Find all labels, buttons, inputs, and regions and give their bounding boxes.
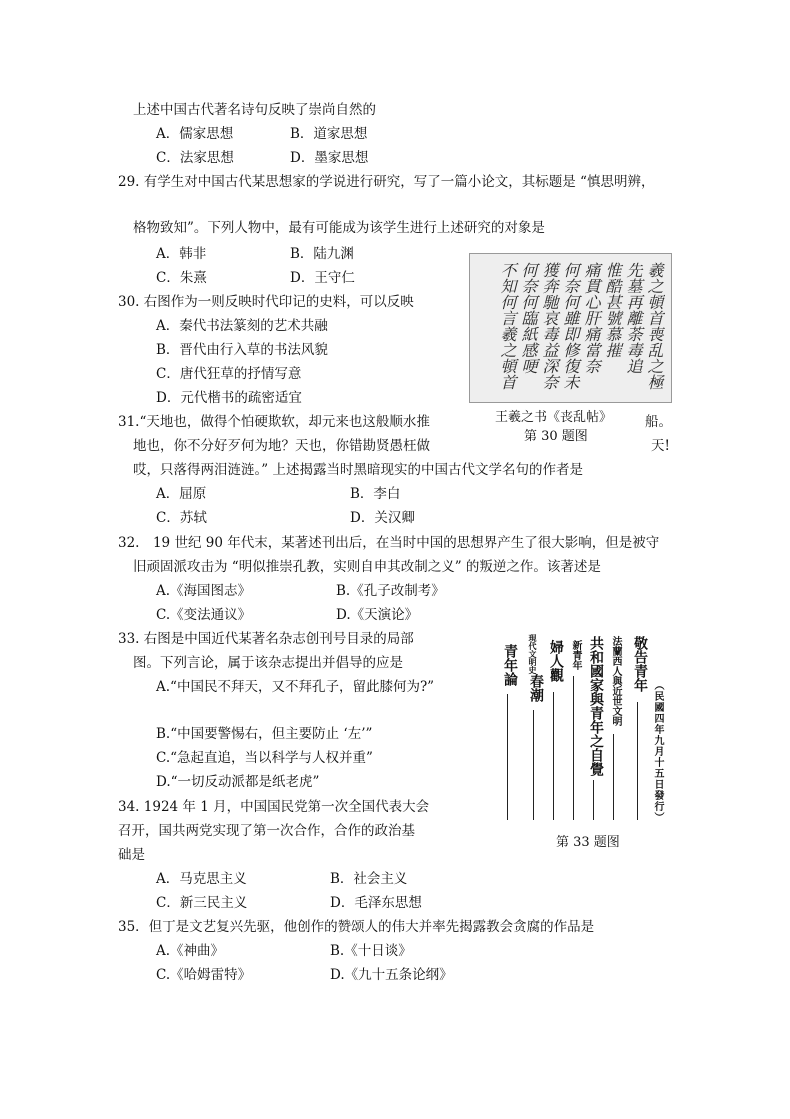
toc-leader [593, 780, 594, 820]
q32-option-d[interactable]: D.《天演论》 [336, 607, 419, 623]
toc-title-1: 敬告青年 [632, 636, 648, 692]
q31-option-d[interactable]: D．关汉卿 [350, 510, 415, 526]
q33-stem-line1: 33. 右图是中国近代某著名杂志创刊号目录的局部 [118, 631, 414, 647]
q34-option-a[interactable]: A．马克思主义 [156, 871, 247, 887]
q35-option-d[interactable]: D.《九十五条论纲》 [330, 967, 453, 983]
q29-stem-line2: 格物致知”。下列人物中，最有可能成为该学生进行上述研究的对象是 [133, 220, 545, 236]
q31-option-a[interactable]: A．屈原 [156, 486, 207, 502]
calligraphy-figure [469, 253, 672, 403]
q34-stem-line3: 础是 [118, 847, 145, 863]
q35-option-b[interactable]: B.《十日谈》 [330, 943, 412, 959]
calligraphy-col: 不知何言羲之頓首 [498, 262, 517, 390]
q33-option-d[interactable]: D.“一切反动派都是纸老虎” [156, 774, 320, 790]
toc-leader [637, 702, 638, 820]
calligraphy-col: 痛貫心肝痛當奈 [582, 262, 601, 374]
figure-30-caption: 王羲之书《丧乱帖》 [495, 410, 613, 425]
toc-title-8: 青年論 [502, 644, 518, 686]
q31-stem-line2: 地也，你不分好歹何为地？天也，你错勘贤愚枉做 [133, 438, 430, 454]
calligraphy-col: 何奈何臨紙感哽 [519, 262, 538, 374]
q30-stem: 30. 右图作为一则反映时代印记的史料，可以反映 [118, 294, 414, 310]
calligraphy-col: 獲奔馳哀毒益深奈 [540, 262, 559, 390]
q33-option-c[interactable]: C.“急起直追，当以科学与人权并重” [156, 750, 373, 766]
q34-option-c[interactable]: C．新三民主义 [156, 895, 248, 911]
q32-stem-line1: 32. 19 世纪 90 年代末，某著述刊出后，在当时中国的思想界产生了很大影响，但是被守 [118, 535, 660, 551]
calligraphy-col: 羲之頓首喪乱之極 [645, 262, 664, 390]
toc-title-5: 婦人觀 [548, 640, 564, 682]
calligraphy-text [497, 262, 665, 398]
q31-stem-line1-end: 船。 [645, 414, 672, 430]
q29-option-c[interactable]: C．朱熹 [156, 270, 207, 286]
toc-date: （民國四年九月十五日發行） [652, 680, 663, 823]
q29-option-b[interactable]: B．陆九渊 [290, 246, 354, 262]
toc-title-3: 共和國家與青年之自覺 [588, 636, 604, 776]
q35-stem: 35．但丁是文艺复兴先驱，他创作的赞颂人的伟大并率先揭露教会贪腐的作品是 [118, 919, 595, 935]
q35-option-c[interactable]: C.《哈姆雷特》 [156, 967, 252, 983]
q34-option-b[interactable]: B．社会主义 [330, 871, 408, 887]
q35-option-a[interactable]: A.《神曲》 [156, 943, 225, 959]
q32-stem-line2: 旧顽固派攻击为 “明似推崇孔教，实则自申其改制之义” 的叛逆之作。该著述是 [133, 559, 601, 575]
q32-option-b[interactable]: B.《孔子改制考》 [336, 583, 445, 599]
figure-33-label: 第 33 题图 [556, 835, 620, 850]
q28-option-d[interactable]: D．墨家思想 [290, 150, 369, 166]
q30-option-b[interactable]: B．晋代由行入草的书法风貌 [156, 342, 328, 358]
q31-option-b[interactable]: B．李白 [350, 486, 401, 502]
toc-leader [533, 710, 534, 820]
q34-stem-line2: 召开，国共两党实现了第一次合作，合作的政治基 [118, 823, 415, 839]
q28-option-a[interactable]: A．儒家思想 [156, 126, 234, 142]
q28-stem: 上述中国古代著名诗句反映了崇尚自然的 [133, 102, 376, 118]
q32-option-a[interactable]: A.《海国图志》 [156, 583, 252, 599]
q33-stem-line2: 图。下列言论，属于该杂志提出并倡导的应是 [133, 655, 403, 671]
q34-stem-line1: 34. 1924 年 1 月，中国国民党第一次全国代表大会 [118, 799, 430, 815]
toc-leader [573, 676, 574, 820]
toc-title-6: 春潮 [528, 674, 544, 702]
q33-option-b[interactable]: B.“中国要警惕右，但主要防止 ‘左’” [156, 726, 373, 742]
q29-option-a[interactable]: A．韩非 [156, 246, 207, 262]
calligraphy-col: 惟酷甚號慕摧 [603, 262, 622, 358]
q30-option-a[interactable]: A．秦代书法篆刻的艺术共融 [156, 318, 328, 334]
toc-title-7: 現代文明史 [528, 634, 538, 674]
toc-leader [613, 734, 614, 820]
toc-leader [507, 694, 508, 820]
q30-option-c[interactable]: C．唐代狂草的抒情写意 [156, 366, 302, 382]
q31-option-c[interactable]: C．苏轼 [156, 510, 207, 526]
calligraphy-col: 何奈何雖即修復未 [561, 262, 580, 390]
q33-option-a[interactable]: A.“中国民不拜天，又不拜孔子，留此膝何为?” [156, 679, 435, 695]
q31-stem-line1: 31.“天地也，做得个怕硬欺软，却元来也这般顺水推 [118, 414, 430, 430]
q29-stem-line1: 29. 有学生对中国古代某思想家的学说进行研究，写了一篇小论文，其标题是 “慎思明辨， [118, 174, 655, 190]
q32-option-c[interactable]: C.《变法通议》 [156, 607, 252, 623]
figure-30-label: 第 30 题图 [524, 429, 588, 444]
magazine-toc-figure [478, 630, 676, 830]
toc-title-4: 新青年 [570, 640, 581, 670]
q30-option-d[interactable]: D．元代楷书的疏密适宜 [156, 390, 302, 406]
calligraphy-col: 先墓再離荼毒追 [624, 262, 643, 374]
q31-stem-line3: 哎，只落得两泪涟涟。” 上述揭露当时黑暗现实的中国古代文学名句的作者是 [133, 462, 583, 478]
q28-option-c[interactable]: C．法家思想 [156, 150, 234, 166]
q31-stem-line2-end: 天! [651, 438, 670, 454]
q29-option-d[interactable]: D．王守仁 [290, 270, 355, 286]
toc-title-2: 法蘭西人與近世文明 [610, 636, 621, 726]
q28-option-b[interactable]: B．道家思想 [290, 126, 368, 142]
q34-option-d[interactable]: D．毛泽东思想 [330, 895, 422, 911]
toc-leader [553, 692, 554, 820]
